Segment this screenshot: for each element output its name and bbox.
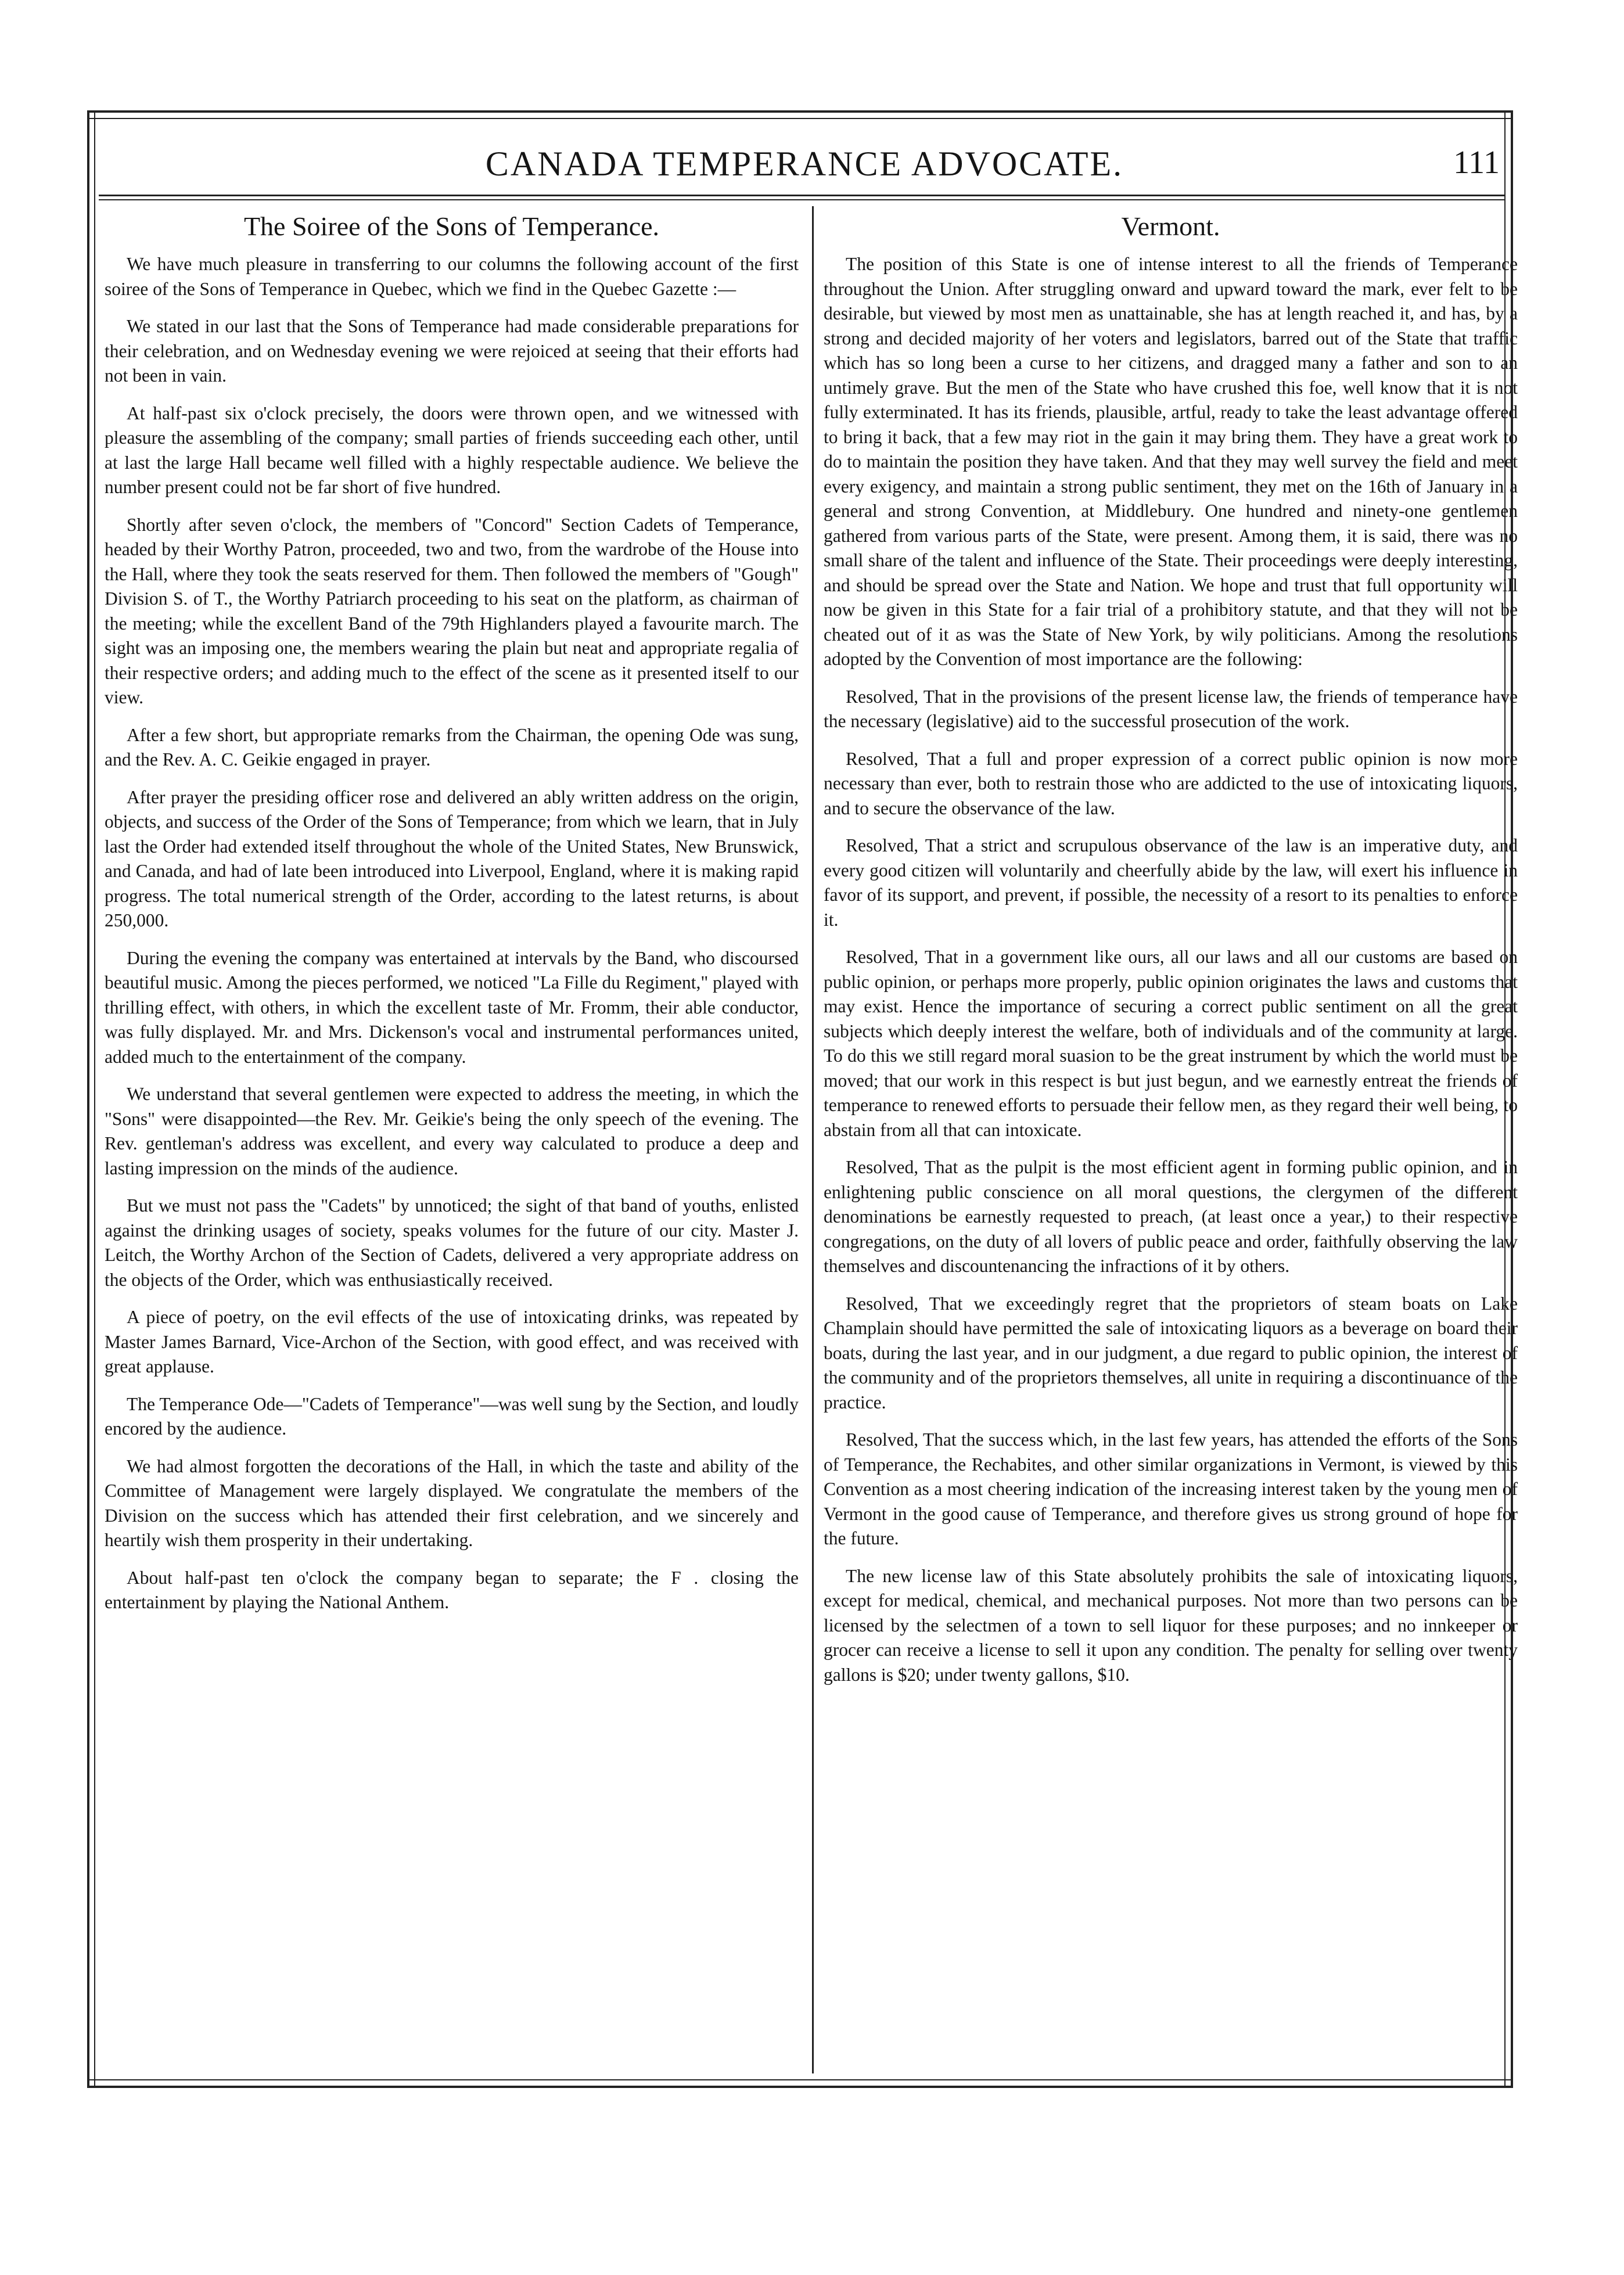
- column-divider: [812, 206, 814, 2073]
- article-paragraph: We understand that several gentlemen were expected to address the meeting, in which the "Sons" were disappointed—the Rev. Mr. Geikie's being the only speech of the evening. The Rev. gentleman's address was excellent, and every way calculated to produce a deep and lasting impression on the minds of the audience.: [105, 1084, 799, 1178]
- frame-left-rule-inner: [94, 110, 95, 2088]
- article-title: The Soiree of the Sons of Temperance.: [243, 211, 660, 241]
- article-paragraph: During the evening the company was entertained at intervals by the Band, who discoursed beautiful music. Among the pieces performed, we noticed "La Fille du Regiment," played with thrilling effect, with others, in which the excellent taste of Mr. Fromm, their able conductor, was fully displayed. Mr. and Mrs. Dickenson's vocal and instrumental performances united, added much to the entertainment of the company.: [105, 947, 799, 1067]
- article-paragraph: About half-past ten o'clock the company began to separate; the F . closing the entertainment by playing the National Anthem.: [105, 1567, 799, 1612]
- article-paragraph: After prayer the presiding officer rose and delivered an ably written address on the origin, objects, and success of the Order of the Sons of Temperance; from which we learn, that in July last the Order had extended itself throughout the whole of the United States, New Brunswick, and Canada, and had of late been introduced into Liverpool, England, where it is making rapid progress. The total numerical strength of the Order, according to the latest returns, is about 250,000.: [105, 786, 799, 930]
- article-paragraph: We stated in our last that the Sons of Temperance had made considerable preparations for their celebration, and on Wednesday evening we were rejoiced at seeing that their efforts had not been in vain.: [105, 316, 799, 386]
- article-paragraph: The position of this State is one of intense interest to all the friends of Temperance throughout the Union. After struggling onward and upward toward the mark, ever felt to be desirable, but viewed by most men as unattainable, she has at length reached it, and has, by a strong and decided majority of her voters and legislators, barred out of the State that traffic which has so long been a curse to her citizens, and dragged many a father and son to an untimely grave. But the men of the State who have crushed this foe, well know that it is not fully exterminated. It has its friends, plausible, artful, ready to take the least advantage offered to bring it back, that a few may riot in the gain it may bring them. They have a great work to do to maintain the position they have taken. And that they may well survey the field and meet every exigency, and maintain a strong public sentiment, they met on the 16th of January in a general and strong Convention, at Middlebury. One hundred and ninety-one gentlemen gathered from various parts of the State, were present. Among them, it is said, there was no small share of the talent and influence of the State. Their proceedings were deeply interesting, and should be spread over the State and Nation. We hope and trust that full opportunity will now be given in this State for a fair trial of a prohibitory statute, and that they will not be cheated out of it as was the State of New York, by wily politicians. Among the resolutions adopted by the Convention of most importance are the following:: [824, 254, 1518, 669]
- frame-bottom-rule: [87, 2086, 1513, 2088]
- article-paragraph: The Temperance Ode—"Cadets of Temperance"—was well sung by the Section, and loudly encored by the audience.: [105, 1393, 799, 1439]
- article-title: Vermont.: [1121, 211, 1220, 241]
- article-paragraph: We had almost forgotten the decorations of the Hall, in which the taste and ability of the Committee of Management were largely displayed. We congratulate the members of the Division on the success which has attended their first celebration, and we sincerely and heartily wish them prosperity in their undertaking.: [105, 1455, 799, 1550]
- page-header: [99, 139, 1510, 192]
- frame-bottom-rule-inner: [87, 2079, 1513, 2080]
- left-column-article: [105, 209, 799, 2071]
- resolution-paragraph: Resolved, That the success which, in the last few years, has attended the efforts of the Sons of Temperance, the Rechabites, and other similar organizations in Vermont, is viewed by this Convention as a most cheering indication of the increasing interest taken by the young men of Vermont in the good cause of Temperance, and therefore gives us strong ground of hope for the future.: [824, 1429, 1518, 1548]
- article-paragraph: Shortly after seven o'clock, the members of "Concord" Section Cadets of Temperance, headed by their Worthy Patron, proceeded, two and two, from the wardrobe of the House into the Hall, where they took the seats reserved for them. Then followed the members of "Gough" Division S. of T., the Worthy Patriarch proceeding to his seat on the platform, as chairman of the meeting; while the excellent Band of the 79th Highlanders played a favourite march. The sight was an imposing one, the members wearing the plain but neat and appropriate regalia of their respective orders; and adding much to the effect of the scene as it presented itself to our view.: [105, 514, 799, 707]
- resolution-paragraph: Resolved, That as the pulpit is the most efficient agent in forming public opinion, and in enlightening public conscience on all moral questions, the clergymen of the different denominations be earnestly requested to preach, (at least once a year,) to their respective congregations, on the duty of all lovers of public peace and order, faithfully observing the law themselves and discountenancing the infractions of it by others.: [824, 1157, 1518, 1276]
- article-paragraph: But we must not pass the "Cadets" by unnoticed; the sight of that band of youths, enlisted against the drinking usages of society, speaks volumes for the future of our city. Master J. Leitch, the Worthy Archon of the Section of Cadets, delivered a very appropriate address on the objects of the Order, which was enthusiastically received.: [105, 1195, 799, 1290]
- article-paragraph: After a few short, but appropriate remarks from the Chairman, the opening Ode was sung, and the Rev. A. C. Geikie engaged in prayer.: [105, 724, 799, 770]
- article-paragraph: At half-past six o'clock precisely, the doors were thrown open, and we witnessed with pleasure the assembling of the company; small parties of friends succeeding each other, until at last the large Hall became well filled with a highly respectable audience. We believe the number present could not be far short of five hundred.: [105, 402, 799, 497]
- resolution-paragraph: Resolved, That a full and proper expression of a correct public opinion is now more necessary than ever, both to restrain those who are addicted to the use of intoxicating liquors, and to secure the observance of the law.: [824, 748, 1518, 818]
- frame-top-rule: [87, 110, 1513, 113]
- header-bottom-rule-2: [99, 199, 1504, 200]
- right-column-article: [824, 209, 1518, 2071]
- article-paragraph: A piece of poetry, on the evil effects of the use of intoxicating drinks, was repeated by Master James Barnard, Vice-Archon of the Section, with good effect, and was received with great applause.: [105, 1307, 799, 1376]
- frame-left-rule: [87, 110, 89, 2088]
- article-paragraph: The new license law of this State absolutely prohibits the sale of intoxicating liquors, except for medical, chemical, and mechanical purposes. Not more than two persons can be licensed by the selectmen of a town to sell liquor for these purposes; and no innkeeper or grocer can receive a license to sell it upon any condition. The penalty for selling over twenty gallons is $20; under twenty gallons, $10.: [824, 1565, 1518, 1685]
- resolution-paragraph: Resolved, That a strict and scrupulous observance of the law is an imperative duty, and every good citizen will voluntarily and cheerfully abide by the law, will exert his influence in favor of its support, and prevent, if possible, the necessity of a resort to its penalties to enforce it.: [824, 835, 1518, 930]
- resolution-paragraph: Resolved, That we exceedingly regret that the proprietors of steam boats on Lake Champlain should have permitted the sale of intoxicating liquors as a beverage on board their boats, during the last year, and in our judgment, a due regard to public opinion, the interest of the community and of the proprietors themselves, all unite in requiring a discontinuance of the practice.: [824, 1293, 1518, 1413]
- header-bottom-rule: [99, 195, 1504, 196]
- running-title: CANADA TEMPERANCE ADVOCATE.: [485, 145, 1124, 183]
- resolution-paragraph: Resolved, That in the provisions of the present license law, the friends of temperance have the necessary (legislative) aid to the successful prosecution of the work.: [824, 686, 1518, 731]
- frame-top-rule-inner: [87, 118, 1513, 119]
- page-number: 111: [1453, 145, 1500, 181]
- article-paragraph: We have much pleasure in transferring to our columns the following account of the first soiree of the Sons of Temperance in Quebec, which we find in the Quebec Gazette :—: [105, 254, 799, 299]
- resolution-paragraph: Resolved, That in a government like ours, all our laws and all our customs are based on public opinion, or perhaps more properly, public opinion originates the laws and customs that may exist. Hence the importance of securing a correct public sentiment on all the great subjects which deeply interest the welfare, both of individuals and of the community at large. To do this we still regard moral suasion to be the great instrument by which the world must be moved; that our work in this respect is but just begun, and we earnestly entreat the friends of temperance to renewed efforts to persuade their fellow men, as they regard their well being, to abstain from all that can intoxicate.: [824, 947, 1518, 1140]
